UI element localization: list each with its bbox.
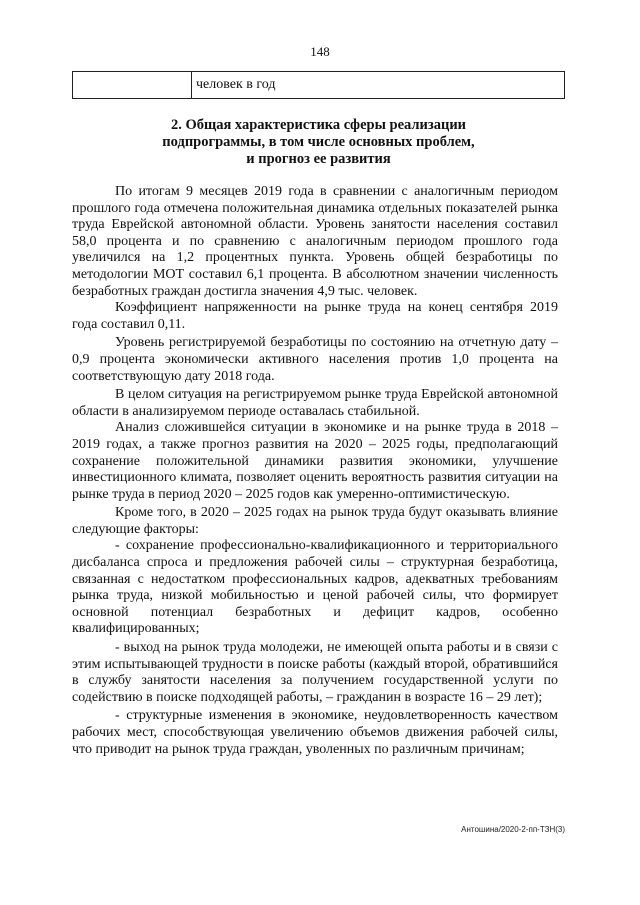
paragraph-tension-coefficient: Коэффициент напряженности на рынке труда на конец сентября 2019 года составил 0,11. xyxy=(72,300,558,332)
table-row xyxy=(73,72,565,99)
paragraph-summary-9-months: По итогам 9 месяцев 2019 года в сравнении с аналогичным периодом прошлого года отмечена положительная динамика отдельных показателей рынка труда Еврейской автономной области. Уровень занятости населения составил 58,0 процента и по сравнению с аналогичным периодом прошлого года увеличился на 1,2 процентных пункта. Уровень общей безработицы по методологии МОТ составил 6,1 процента. В абсолютном значении численность безработных граждан достигла значения 4,9 тыс. человек. xyxy=(72,184,558,299)
body-text xyxy=(72,184,558,758)
section-title-line-2: подпрограммы, в том числе основных проблем, xyxy=(162,134,475,150)
paragraph-registered-unemployment: Уровень регистрируемой безработицы по состоянию на отчетную дату – 0,9 процента экономически активного населения против 1,0 процента на соответствующую дату 2018 года. xyxy=(72,335,558,384)
list-item-factor-imbalance: - сохранение профессионально-квалификационного и территориального дисбаланса спроса и предложения рабочей силы – структурная безработица, связанная с недостатком профессиональных кадров, адекватных требованиям рынка труда, низкой мобильностью и ценой рабочей силы, что формирует основной потенциал безработных и дефицит кадров, особенно квалифицированных; xyxy=(72,538,558,637)
document-code: Антошина/2020-2-пп-ТЗН(3) xyxy=(461,825,565,834)
page-number: 148 xyxy=(310,44,330,59)
section-title xyxy=(72,117,565,168)
continuation-table xyxy=(72,71,565,99)
section-title-line-1: 2. Общая характеристика сферы реализации xyxy=(170,117,467,133)
list-item-factor-structural: - структурные изменения в экономике, неудовлетворенность качеством рабочих мест, способствующая увеличению объемов движения рабочей силы, что приводит на рынок труда граждан, уволенных по различным причинам; xyxy=(72,708,558,757)
table-cell-empty xyxy=(73,72,192,99)
list-item-factor-youth: - выход на рынок труда молодежи, не имеющей опыта работы и в связи с этим испытывающей трудности в поиске работы (каждый второй, обратившийся в службу занятости населения за получением государственной услуги по содействию в поиске подходящей работы, – гражданин в возрасте 16 – 29 лет); xyxy=(72,640,558,705)
paragraph-stability: В целом ситуация на регистрируемом рынке труда Еврейской автономной области в анализируемом периоде оставалась стабильной. xyxy=(72,387,558,419)
section-title-line-3: и прогноз ее развития xyxy=(246,151,391,167)
paragraph-factors-intro: Кроме того, в 2020 – 2025 годах на рынок труда будут оказывать влияние следующие факторы: xyxy=(72,505,558,537)
paragraph-analysis-forecast: Анализ сложившейся ситуации в экономике и на рынке труда в 2018 – 2019 годах, а также прогноз развития на 2020 – 2025 годы, предполагающий сохранение положительной динамики развития экономики, улучшение инвестиционного климата, позволяет оценить вероятность развития ситуации на рынке труда в период 2020 – 2025 годов как умеренно-оптимистическую. xyxy=(72,420,558,502)
table-cell-unit: человек в год xyxy=(192,72,565,99)
